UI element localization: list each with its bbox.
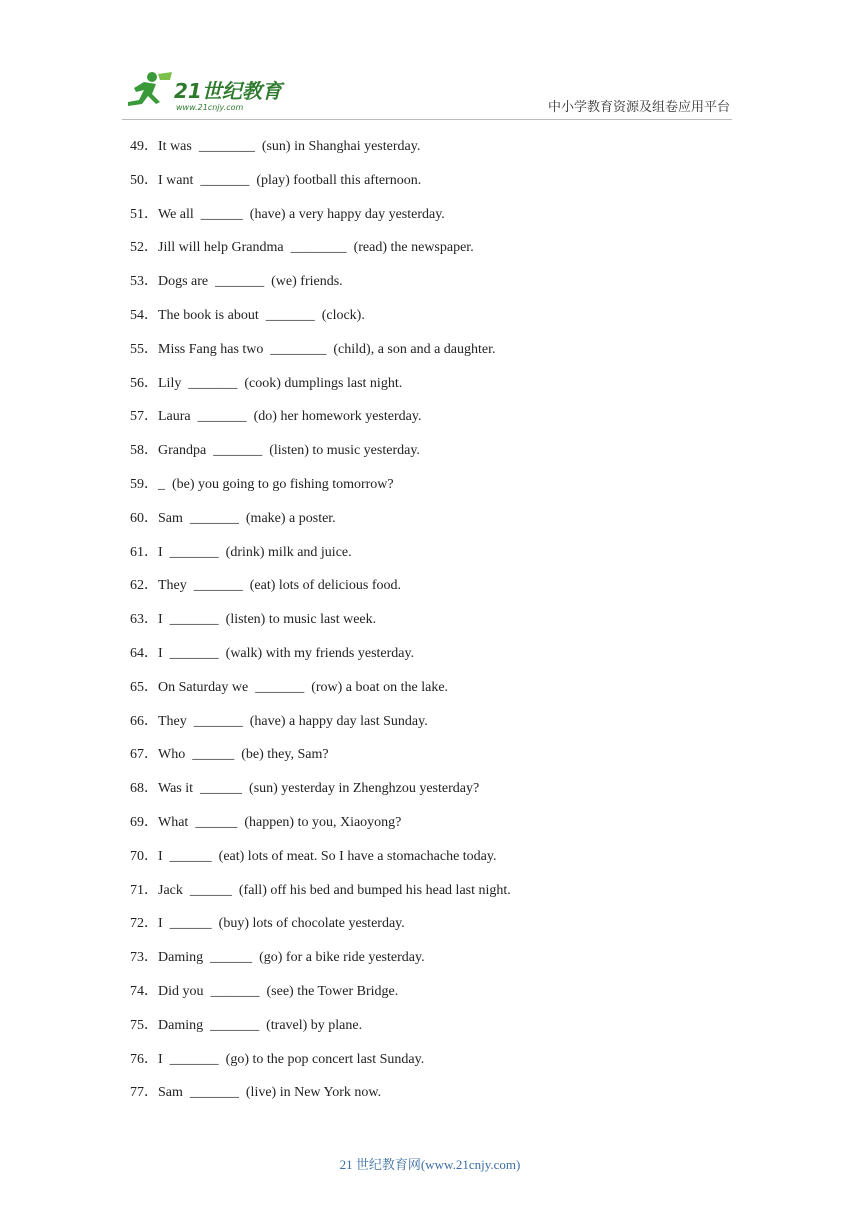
question-item: [130, 474, 730, 508]
question-item: [130, 237, 730, 271]
question-text: Lily _______ (cook) dumplings last night.: [158, 375, 403, 391]
question-item: [130, 744, 730, 778]
question-text: Was it ______ (sun) yesterday in Zhenghzou yesterday?: [158, 781, 480, 797]
header-divider: [122, 119, 732, 120]
question-text: I _______ (go) to the pop concert last Sunday.: [158, 1051, 425, 1067]
question-item: [130, 542, 730, 576]
question-text: Sam _______ (make) a poster.: [158, 510, 336, 526]
question-item: [130, 846, 730, 880]
question-number: 55．: [130, 341, 158, 357]
question-list: [130, 136, 730, 1116]
question-text: Grandpa _______ (listen) to music yesterday.: [158, 443, 420, 459]
question-number: 76．: [130, 1051, 158, 1067]
question-text: Miss Fang has two ________ (child), a son and a daughter.: [158, 341, 496, 357]
question-number: 70．: [130, 848, 158, 864]
question-number: 65．: [130, 679, 158, 695]
question-text: Did you _______ (see) the Tower Bridge.: [158, 983, 399, 999]
question-item: [130, 812, 730, 846]
question-text: _ (be) you going to go fishing tomorrow?: [158, 476, 394, 492]
question-number: 58．: [130, 443, 158, 459]
question-number: 52．: [130, 240, 158, 256]
question-item: [130, 778, 730, 812]
question-text: We all ______ (have) a very happy day yesterday.: [158, 206, 445, 222]
question-item: [130, 508, 730, 542]
question-text: The book is about _______ (clock).: [158, 307, 365, 323]
question-text: I _______ (drink) milk and juice.: [158, 544, 352, 560]
question-item: [130, 170, 730, 204]
question-text: I _______ (walk) with my friends yesterday.: [158, 645, 415, 661]
question-text: I _______ (listen) to music last week.: [158, 612, 377, 628]
runner-icon: [128, 72, 172, 106]
question-number: 60．: [130, 510, 158, 526]
question-text: Who ______ (be) they, Sam?: [158, 747, 329, 763]
question-number: 63．: [130, 612, 158, 628]
question-item: [130, 711, 730, 745]
question-text: I ______ (eat) lots of meat. So I have a stomachache today.: [158, 848, 497, 864]
question-number: 53．: [130, 274, 158, 290]
question-item: [130, 373, 730, 407]
question-text: I want _______ (play) football this afternoon.: [158, 172, 422, 188]
question-item: [130, 440, 730, 474]
question-item: [130, 609, 730, 643]
question-text: They _______ (have) a happy day last Sunday.: [158, 713, 428, 729]
question-text: What ______ (happen) to you, Xiaoyong?: [158, 814, 402, 830]
logo-text: 21世纪教育: [174, 79, 282, 103]
question-text: They _______ (eat) lots of delicious food.: [158, 578, 402, 594]
question-item: [130, 406, 730, 440]
question-item: [130, 643, 730, 677]
question-number: 57．: [130, 409, 158, 425]
question-text: Daming ______ (go) for a bike ride yesterday.: [158, 950, 425, 966]
question-number: 50．: [130, 172, 158, 188]
question-number: 73．: [130, 950, 158, 966]
question-item: [130, 575, 730, 609]
question-item: [130, 136, 730, 170]
question-text: I ______ (buy) lots of chocolate yesterday.: [158, 916, 405, 932]
question-number: 54．: [130, 307, 158, 323]
question-item: [130, 1049, 730, 1083]
page-footer: 21 世纪教育网(www.21cnjy.com): [339, 1157, 521, 1172]
question-item: [130, 947, 730, 981]
page-header: [0, 0, 860, 120]
question-text: Laura _______ (do) her homework yesterday.: [158, 409, 422, 425]
question-number: 66．: [130, 713, 158, 729]
question-number: 69．: [130, 814, 158, 830]
question-number: 62．: [130, 578, 158, 594]
question-number: 51．: [130, 206, 158, 222]
question-item: [130, 880, 730, 914]
question-text: Jack ______ (fall) off his bed and bumped his head last night.: [158, 882, 511, 898]
question-number: 71．: [130, 882, 158, 898]
question-text: On Saturday we _______ (row) a boat on the lake.: [158, 679, 449, 695]
question-item: [130, 271, 730, 305]
question-number: 59．: [130, 476, 158, 492]
question-number: 67．: [130, 747, 158, 763]
header-tagline: 中小学教育资源及组卷应用平台: [547, 99, 730, 114]
question-item: [130, 677, 730, 711]
question-number: 77．: [130, 1085, 158, 1101]
question-text: Dogs are _______ (we) friends.: [158, 274, 343, 290]
question-number: 64．: [130, 645, 158, 661]
logo-url: www.21cnjy.com: [176, 103, 244, 112]
question-item: [130, 204, 730, 238]
question-number: 56．: [130, 375, 158, 391]
question-item: [130, 1015, 730, 1049]
question-item: [130, 981, 730, 1015]
question-item: [130, 1082, 730, 1116]
question-number: 61．: [130, 544, 158, 560]
question-number: 75．: [130, 1017, 158, 1033]
question-text: Daming _______ (travel) by plane.: [158, 1017, 363, 1033]
question-item: [130, 339, 730, 373]
question-item: [130, 305, 730, 339]
question-number: 49．: [130, 139, 158, 154]
question-text: Sam _______ (live) in New York now.: [158, 1085, 382, 1101]
site-logo: [122, 70, 292, 114]
question-number: 74．: [130, 983, 158, 999]
question-text: Jill will help Grandma ________ (read) the newspaper.: [158, 240, 474, 256]
question-number: 68．: [130, 781, 158, 797]
question-text: It was ________ (sun) in Shanghai yesterday.: [158, 139, 421, 154]
question-number: 72．: [130, 916, 158, 932]
question-item: [130, 913, 730, 947]
